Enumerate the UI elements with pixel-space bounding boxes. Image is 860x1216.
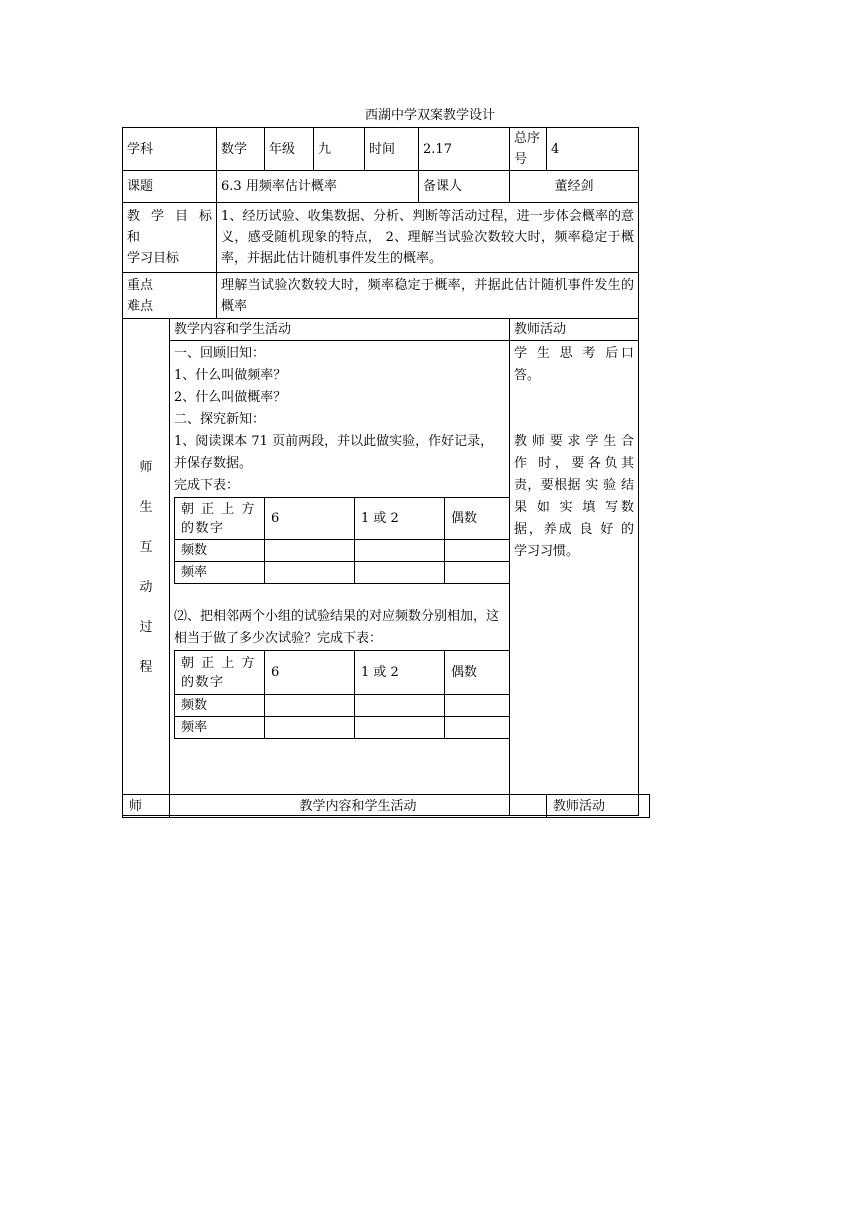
- content-line-3: 2、什么叫做概率？: [174, 390, 287, 405]
- table1-cell: 频率: [175, 562, 265, 584]
- continuation-side-char: 师: [123, 795, 170, 818]
- seq-label: 总序号: [510, 128, 547, 171]
- table1-cell: [445, 540, 510, 562]
- table2-header-label: 朝 正 上 方 的数字: [175, 651, 265, 695]
- table2-header-1or2: 1 或 2: [355, 651, 445, 695]
- table2-header-6: 6: [265, 651, 355, 695]
- frequency-table-1: [174, 497, 510, 584]
- table1-cell: [355, 540, 445, 562]
- table1-header-even: 偶数: [445, 498, 510, 540]
- side-char-5: 过: [139, 619, 153, 635]
- keypoints-label: [123, 273, 217, 319]
- time-label: 时间: [365, 128, 419, 171]
- table1-header-6: 6: [265, 498, 355, 540]
- table2-cell: [355, 695, 445, 717]
- table2-header-row: [175, 651, 510, 695]
- table1-cell: [445, 562, 510, 584]
- content-cell: [170, 341, 510, 816]
- subject-label: 学科: [123, 128, 217, 171]
- side-char-3: 互: [139, 539, 153, 555]
- continuation-teacher-header: 教师活动: [547, 795, 650, 818]
- process-content-row: [123, 341, 639, 816]
- subject-value: 数学: [217, 128, 265, 171]
- table1-header-label: 朝 正 上 方 的数字: [175, 498, 265, 540]
- objectives-label: [123, 203, 217, 273]
- objectives-text: 1、经历试验、收集数据、分析、判断等活动过程，进一步体会概率的意义，感受随机现象的特点， 2、理解当试验次数较大时，频率稳定于概率，并据此估计随机事件发生的概率。: [217, 203, 639, 273]
- frequency-table-2: [174, 650, 510, 739]
- table2-cell: [445, 695, 510, 717]
- table2-row-frequency-count: [175, 695, 510, 717]
- keypoints-label-line-2: 难点: [127, 298, 154, 314]
- content-line-1: 一、回顾旧知：: [174, 346, 266, 361]
- seq-value: 4: [547, 128, 639, 171]
- process-side-label: [123, 319, 170, 816]
- process-header-row: [123, 319, 639, 341]
- objectives-row: [123, 203, 639, 273]
- content-line-5: 1、阅读课本 71 页前两段，并以此做实验，作好记录，并保存数据。: [174, 434, 494, 471]
- side-char-1: 师: [139, 459, 153, 475]
- table2-cell: [265, 695, 355, 717]
- content-line-4: 二、探究新知：: [174, 412, 266, 427]
- content-header: 教学内容和学生活动: [170, 319, 510, 341]
- table2-cell: [445, 717, 510, 739]
- table1-cell: [265, 540, 355, 562]
- info-row-2: [123, 171, 639, 203]
- keypoints-row: [123, 273, 639, 319]
- info-row-1: [123, 128, 639, 171]
- objectives-label-line-3: 学习目标: [127, 251, 180, 266]
- side-char-4: 动: [139, 579, 153, 595]
- lesson-plan-table: [122, 127, 639, 816]
- page-title: 西湖中学双案教学设计: [364, 108, 495, 123]
- objectives-label-line-1: 教 学 目 标: [127, 209, 213, 224]
- table1-cell: [265, 562, 355, 584]
- continuation-header-row: [123, 795, 650, 818]
- table1-row-frequency-count: [175, 540, 510, 562]
- table1-row-frequency-rate: [175, 562, 510, 584]
- grade-label: 年级: [265, 128, 314, 171]
- keypoints-label-line-1: 重点: [127, 277, 154, 293]
- topic-label: 课题: [123, 171, 217, 203]
- teacher-activity-cell: [510, 341, 639, 816]
- continuation-header-table: [122, 794, 650, 818]
- table2-header-even: 偶数: [445, 651, 510, 695]
- table2-cell: [355, 717, 445, 739]
- content-line-6: 完成下表：: [174, 478, 240, 493]
- time-value: 2.17: [419, 128, 510, 171]
- teacher-note-1: 学 生 思 考 后口答。: [514, 346, 635, 383]
- table2-row-frequency-rate: [175, 717, 510, 739]
- content-line-2: 1、什么叫做频率？: [174, 368, 287, 383]
- content-line-7: ⑵、把相邻两个小组的试验结果的对应频数分别相加，这相当于做了多少次试验？完成下表：: [174, 609, 500, 646]
- teacher-header: 教师活动: [510, 319, 639, 341]
- teacher-note-2: 教 师 要 求 学 生 合 作 时，要各负其责，要根据 实 验 结 果 如 实 填 写数据，养成 良 好 的 学习习惯。: [514, 434, 635, 559]
- continuation-content-header: 教学内容和学生活动: [170, 795, 547, 818]
- table1-header-1or2: 1 或 2: [355, 498, 445, 540]
- preparer-value: 董经剑: [510, 171, 639, 203]
- table1-cell: [355, 562, 445, 584]
- preparer-label: 备课人: [419, 171, 510, 203]
- table2-cell: 频数: [175, 695, 265, 717]
- table1-cell: 频数: [175, 540, 265, 562]
- keypoints-text: 理解当试验次数较大时，频率稳定于概率，并据此估计随机事件发生的概率: [217, 273, 639, 319]
- grade-value: 九: [314, 128, 365, 171]
- objectives-label-line-2: 和: [127, 230, 141, 245]
- topic-value: 6.3 用频率估计概率: [217, 171, 419, 203]
- table2-cell: 频率: [175, 717, 265, 739]
- side-char-6: 程: [139, 659, 153, 675]
- table2-cell: [265, 717, 355, 739]
- table1-header-row: [175, 498, 510, 540]
- side-char-2: 生: [139, 499, 153, 515]
